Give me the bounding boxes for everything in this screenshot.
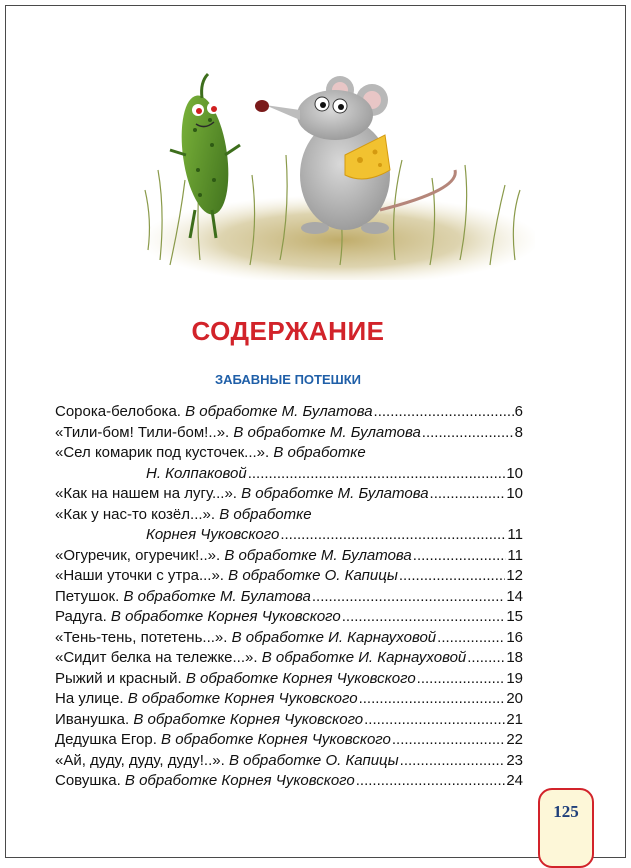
entry-credit: В обработке И. Карнауховой bbox=[231, 628, 437, 646]
entry-credit: В обработке И. Карнауховой bbox=[261, 649, 467, 666]
entry-credit: В обработке М. Булатова bbox=[185, 403, 373, 420]
toc-entry[interactable] bbox=[55, 566, 523, 587]
entry-credit: В обработке М. Булатова bbox=[233, 423, 421, 441]
entry-page: 12 bbox=[506, 567, 523, 584]
dot-leader bbox=[430, 484, 506, 505]
entry-credit: В обработке О. Капицы bbox=[228, 567, 398, 584]
entry-credit: В обработке Корнея Чуковского bbox=[161, 731, 391, 748]
section-heading: ЗАБАВНЫЕ ПОТЕШКИ bbox=[215, 372, 361, 387]
toc-entry[interactable] bbox=[55, 730, 523, 751]
dot-leader bbox=[422, 423, 514, 444]
entry-page: 10 bbox=[506, 485, 523, 502]
toc-entry[interactable] bbox=[55, 587, 523, 608]
toc-entry[interactable] bbox=[55, 505, 523, 526]
dot-leader bbox=[392, 730, 505, 751]
entry-title: «Сидит белка на тележке...». bbox=[55, 649, 262, 666]
toc-entry[interactable] bbox=[55, 607, 523, 628]
entry-credit: В обработке Корнея Чуковского bbox=[124, 772, 355, 789]
entry-title: Сорока-белобока. bbox=[55, 403, 186, 420]
entry-credit: В обработке Корнея Чуковского bbox=[110, 608, 341, 625]
page-number-badge bbox=[538, 788, 594, 868]
entry-title: «Сел комарик под кусточек...». bbox=[55, 444, 274, 461]
toc-entry[interactable] bbox=[55, 648, 523, 669]
entry-title: Дедушка Егор. bbox=[55, 731, 162, 748]
entry-title: «Ай, дуду, дуду, дуду!..». bbox=[55, 751, 229, 769]
entry-page: 11 bbox=[507, 546, 523, 564]
page-title: СОДЕРЖАНИЕ bbox=[191, 316, 385, 346]
entry-title: «Тили-бом! Тили-бом!..». bbox=[55, 423, 234, 441]
entry-page: 19 bbox=[506, 669, 523, 687]
dot-leader bbox=[374, 402, 514, 423]
entry-title: Радуга. bbox=[55, 608, 111, 625]
toc-entry[interactable] bbox=[55, 751, 523, 772]
toc-entry-continuation[interactable] bbox=[55, 525, 523, 546]
entry-page: 24 bbox=[506, 772, 523, 789]
toc-entry[interactable] bbox=[55, 484, 523, 505]
dot-leader bbox=[280, 525, 506, 546]
toc-entry[interactable] bbox=[55, 710, 523, 731]
entry-page: 10 bbox=[506, 464, 523, 482]
dot-leader bbox=[399, 566, 505, 587]
toc-entry[interactable] bbox=[55, 628, 523, 649]
entry-credit: В обработке О. Капицы bbox=[228, 751, 399, 769]
dot-leader bbox=[437, 628, 505, 649]
entry-page: 16 bbox=[506, 628, 523, 646]
table-of-contents bbox=[55, 402, 523, 792]
dot-leader bbox=[248, 464, 506, 485]
toc-entry[interactable] bbox=[55, 402, 523, 423]
entry-page: 8 bbox=[514, 423, 523, 441]
entry-title: Совушка. bbox=[55, 772, 125, 789]
entry-page: 20 bbox=[506, 690, 523, 707]
entry-title: «Как на нашем на лугу...». bbox=[55, 485, 242, 502]
toc-entry-continuation[interactable] bbox=[55, 464, 523, 485]
dot-leader bbox=[312, 587, 505, 608]
toc-entry[interactable] bbox=[55, 669, 523, 690]
toc-entry[interactable] bbox=[55, 423, 523, 444]
entry-page: 15 bbox=[506, 608, 523, 625]
entry-credit: В обработке Корнея Чуковского bbox=[133, 710, 364, 728]
entry-title: «Наши уточки с утра...». bbox=[55, 567, 229, 584]
entry-title: «Тень-тень, потетень...». bbox=[55, 628, 232, 646]
dot-leader bbox=[467, 648, 505, 669]
dot-leader bbox=[400, 751, 506, 772]
entry-credit: В обработке bbox=[219, 505, 312, 523]
entry-page: 21 bbox=[506, 710, 523, 728]
toc-entry[interactable] bbox=[55, 546, 523, 567]
entry-title: «Как у нас-то козёл...». bbox=[55, 505, 220, 523]
entry-page: 23 bbox=[506, 751, 523, 769]
entry-title: Иванушка. bbox=[55, 710, 134, 728]
entry-page: 14 bbox=[506, 587, 523, 605]
entry-credit: В обработке М. Булатова bbox=[241, 485, 429, 502]
page-number: 125 bbox=[553, 802, 579, 821]
entry-credit: В обработке Корнея Чуковского bbox=[127, 690, 358, 707]
entry-page: 11 bbox=[507, 526, 523, 543]
toc-entry[interactable] bbox=[55, 443, 523, 464]
dot-leader bbox=[364, 710, 505, 731]
dot-leader bbox=[413, 546, 507, 567]
entry-title: Петушок. bbox=[55, 587, 124, 605]
entry-title: «Огуречик, огуречик!..». bbox=[55, 546, 225, 564]
toc-entry[interactable] bbox=[55, 689, 523, 710]
dot-leader bbox=[359, 689, 506, 710]
entry-credit: В обработке М. Булатова bbox=[123, 587, 311, 605]
toc-entry[interactable] bbox=[55, 771, 523, 792]
entry-credit: В обработке М. Булатова bbox=[224, 546, 412, 564]
entry-title: На улице. bbox=[55, 690, 128, 707]
entry-credit: В обработке Корнея Чуковского bbox=[185, 669, 416, 687]
entry-title: Рыжий и красный. bbox=[55, 669, 186, 687]
dot-leader bbox=[417, 669, 506, 690]
entry-page: 6 bbox=[514, 403, 523, 420]
illustration bbox=[140, 60, 535, 280]
entry-credit: Корнея Чуковского bbox=[146, 526, 280, 543]
entry-credit: В обработке bbox=[273, 444, 366, 461]
entry-page: 18 bbox=[506, 649, 523, 666]
entry-page: 22 bbox=[506, 731, 523, 748]
entry-credit: Н. Колпаковой bbox=[146, 464, 247, 482]
dot-leader bbox=[342, 607, 506, 628]
dot-leader bbox=[356, 771, 506, 792]
